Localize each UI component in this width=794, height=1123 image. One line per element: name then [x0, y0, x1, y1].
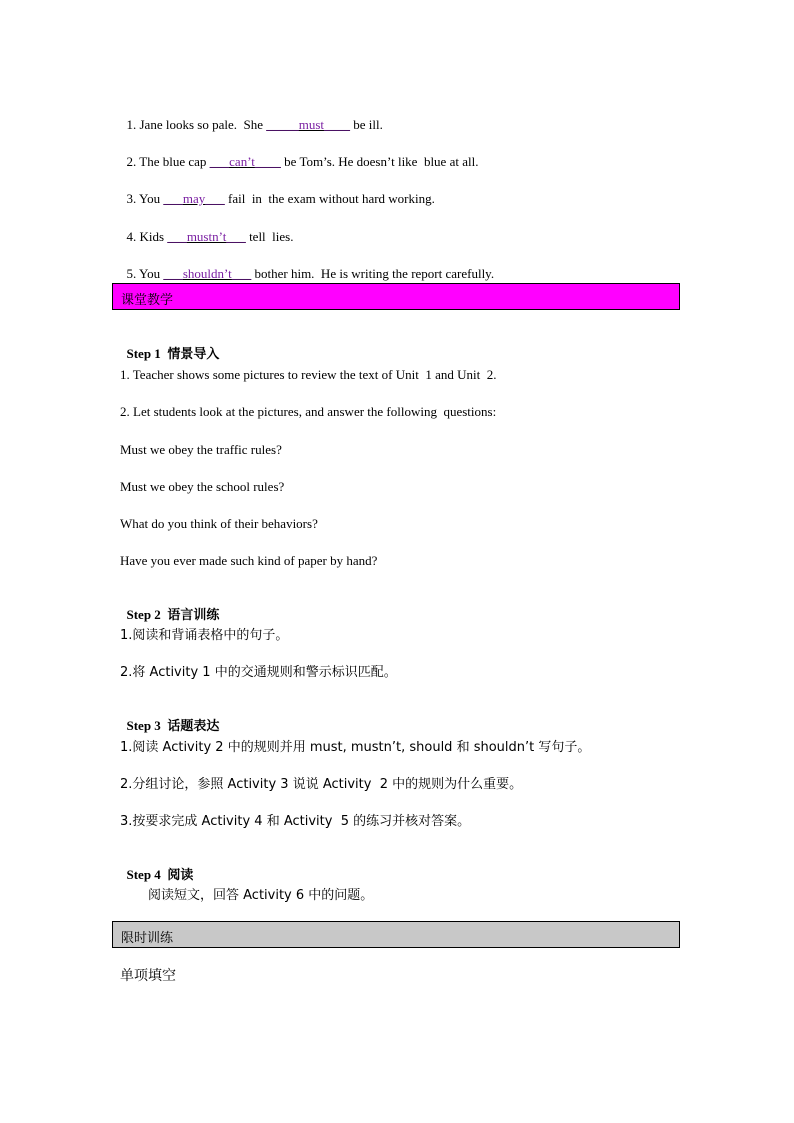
exercise-text: tell lies.: [245, 229, 294, 244]
step2-heading: [120, 591, 219, 624]
exercise-text: 3. You: [126, 191, 164, 206]
step1-line-5: What do you think of their behaviors?: [120, 516, 318, 531]
step3-line-3: 3.按要求完成 Activity 4 和 Activity 5 的练习并核对答案。: [120, 814, 471, 829]
step3-line-1: 1.阅读 Activity 2 中的规则并用 must, mustn’t, should 和 shouldn’t 写句子。: [120, 740, 591, 755]
exercise-text: bother him. He is writing the report carefully.: [251, 266, 495, 281]
step1-line-4: Must we obey the school rules?: [120, 479, 285, 494]
exercise-2: [120, 138, 478, 170]
step1-line-2: 2. Let students look at the pictures, and answer the following questions:: [120, 404, 497, 419]
exercise-3: [120, 175, 435, 207]
step1-heading: [120, 330, 219, 363]
exercise-text: be ill.: [350, 117, 383, 132]
step3-line-2: 2.分组讨论，参照 Activity 3 说说 Activity 2 中的规则为什么重要。: [120, 777, 523, 792]
step4-line-1: 阅读短文，回答 Activity 6 中的问题。: [148, 888, 374, 903]
step2-line-1: 1.阅读和背诵表格中的句子。: [120, 628, 289, 643]
step2-line-2: 2.将 Activity 1 中的交通规则和警示标识匹配。: [120, 665, 397, 680]
exercise-answer: _____must____: [266, 117, 351, 132]
exercise-text: be Tom’s. He doesn’t like blue at all.: [280, 154, 479, 169]
step1-line-1: 1. Teacher shows some pictures to review the text of Unit 1 and Unit 2.: [120, 367, 497, 382]
exercise-answer: ___may___: [163, 191, 225, 206]
exercise-1: [120, 101, 383, 133]
single-choice-heading: 单项填空: [120, 968, 176, 984]
step-title: 阅读: [167, 868, 194, 883]
step4-heading: [120, 851, 193, 884]
exercise-5: [120, 250, 494, 282]
step-label: Step 3: [126, 718, 161, 733]
exercise-answer: ___mustn’t___: [167, 229, 246, 244]
step-title: 语言训练: [167, 608, 220, 623]
exercise-text: 4. Kids: [126, 229, 168, 244]
step3-heading: [120, 702, 219, 735]
section-header-timed: [112, 921, 680, 948]
step-label: Step 1: [126, 346, 161, 361]
section-title: 课堂教学: [121, 293, 174, 308]
exercise-text: 1. Jane looks so pale. She: [126, 117, 267, 132]
exercise-answer: ___shouldn’t___: [163, 266, 252, 281]
section-title: 限时训练: [121, 931, 174, 946]
step1-line-3: Must we obey the traffic rules?: [120, 442, 282, 457]
exercise-text: 5. You: [126, 266, 164, 281]
step-label: Step 2: [126, 607, 161, 622]
step-title: 话题表达: [167, 719, 220, 734]
step-label: Step 4: [126, 867, 161, 882]
exercise-text: 2. The blue cap: [126, 154, 210, 169]
step-title: 情景导入: [167, 347, 220, 362]
exercise-answer: ___can’t____: [209, 154, 281, 169]
exercise-text: fail in the exam without hard working.: [224, 191, 435, 206]
step1-line-6: Have you ever made such kind of paper by hand?: [120, 553, 378, 568]
exercise-4: [120, 213, 293, 245]
section-header-classroom: [112, 283, 680, 310]
